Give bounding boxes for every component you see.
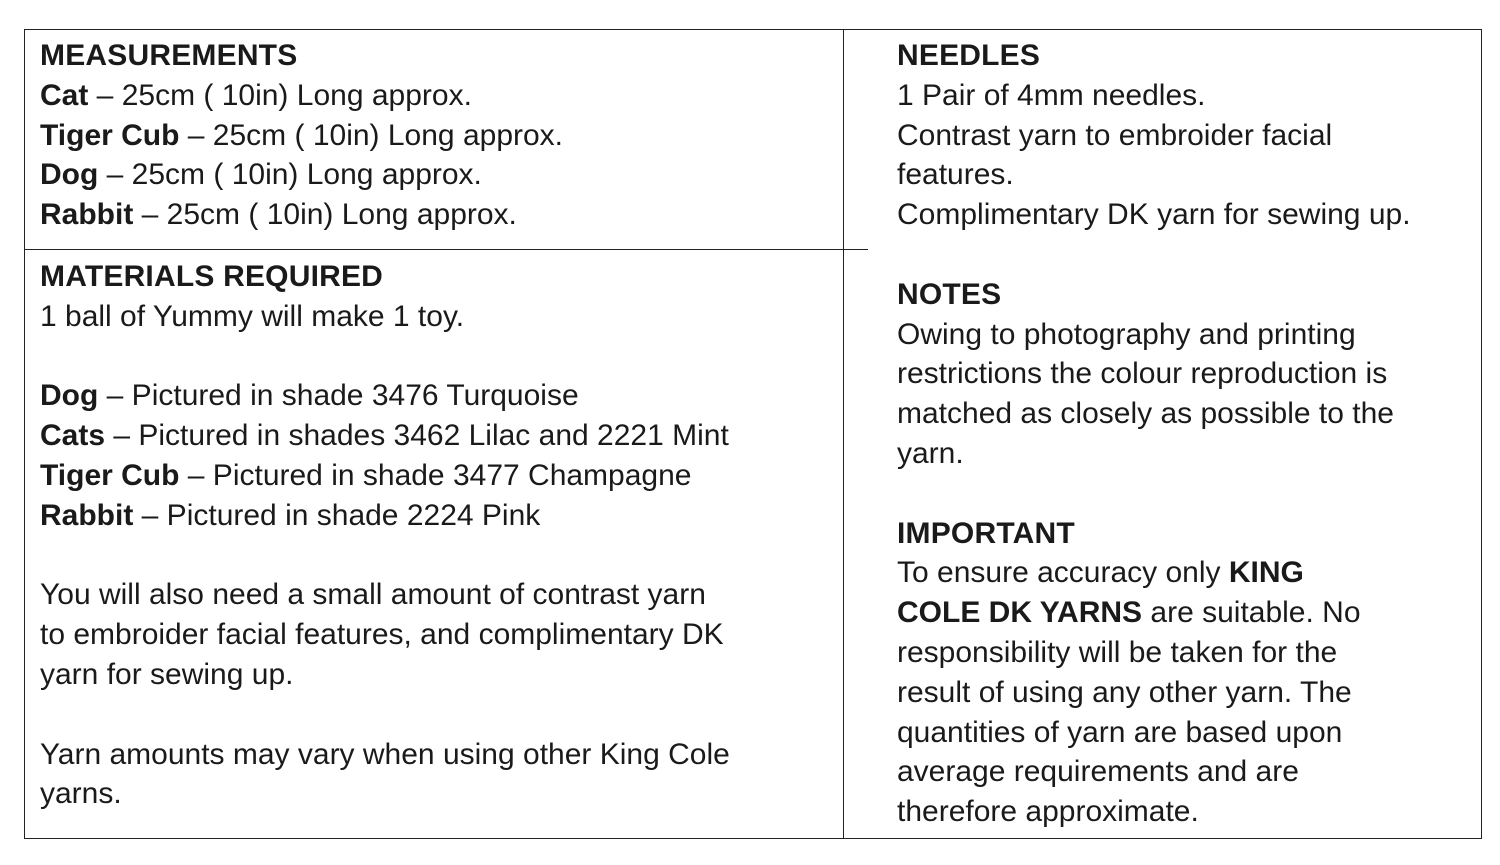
row-divider xyxy=(24,249,868,250)
shade-row: Dog – Pictured in shade 3476 Turquoise xyxy=(40,379,579,413)
needles-text: features. xyxy=(897,158,1014,192)
needles-text: Complimentary DK yarn for sewing up. xyxy=(897,198,1411,232)
measurements-section xyxy=(40,36,563,235)
measurement-row: Rabbit – 25cm ( 10in) Long approx. xyxy=(40,198,517,232)
important-text: quantities of yarn are based upon xyxy=(897,715,1343,749)
materials-heading: MATERIALS REQUIRED xyxy=(40,260,384,293)
important-heading: IMPORTANT xyxy=(897,516,1075,550)
important-text: result of using any other yarn. The xyxy=(897,675,1352,709)
important-text: therefore approximate. xyxy=(897,795,1199,829)
measurements-heading: MEASUREMENTS xyxy=(40,39,298,72)
yarn-amounts-text: Yarn amounts may vary when using other King Cole xyxy=(40,737,730,771)
needles-heading: NEEDLES xyxy=(897,39,1041,72)
right-column xyxy=(897,36,1411,832)
materials-intro: 1 ball of Yummy will make 1 toy. xyxy=(40,299,465,333)
important-text: COLE DK YARNS are suitable. No xyxy=(897,596,1361,630)
important-text: To ensure accuracy only KING xyxy=(897,556,1304,590)
notes-heading: NOTES xyxy=(897,277,1002,311)
column-divider xyxy=(843,29,844,839)
contrast-yarn-text: to embroider facial features, and complimentary DK xyxy=(40,618,724,652)
important-text: responsibility will be taken for the xyxy=(897,635,1338,669)
materials-section xyxy=(40,257,730,814)
notes-text: Owing to photography and printing xyxy=(897,317,1356,351)
measurement-row: Dog – 25cm ( 10in) Long approx. xyxy=(40,158,482,192)
needles-text: 1 Pair of 4mm needles. xyxy=(897,78,1206,112)
contrast-yarn-text: You will also need a small amount of contrast yarn xyxy=(40,578,706,612)
needles-text: Contrast yarn to embroider facial xyxy=(897,118,1333,152)
measurement-row: Tiger Cub – 25cm ( 10in) Long approx. xyxy=(40,118,564,152)
notes-text: matched as closely as possible to the xyxy=(897,397,1394,431)
shade-row: Cats – Pictured in shades 3462 Lilac and 2221 Mint xyxy=(40,419,729,453)
shade-row: Tiger Cub – Pictured in shade 3477 Champagne xyxy=(40,458,692,492)
measurement-row: Cat – 25cm ( 10in) Long approx. xyxy=(40,78,472,112)
notes-text: yarn. xyxy=(897,436,964,470)
yarn-amounts-text: yarns. xyxy=(40,777,122,811)
notes-text: restrictions the colour reproduction is xyxy=(897,357,1388,391)
shade-row: Rabbit – Pictured in shade 2224 Pink xyxy=(40,498,541,532)
important-text: average requirements and are xyxy=(897,755,1299,789)
contrast-yarn-text: yarn for sewing up. xyxy=(40,657,294,691)
